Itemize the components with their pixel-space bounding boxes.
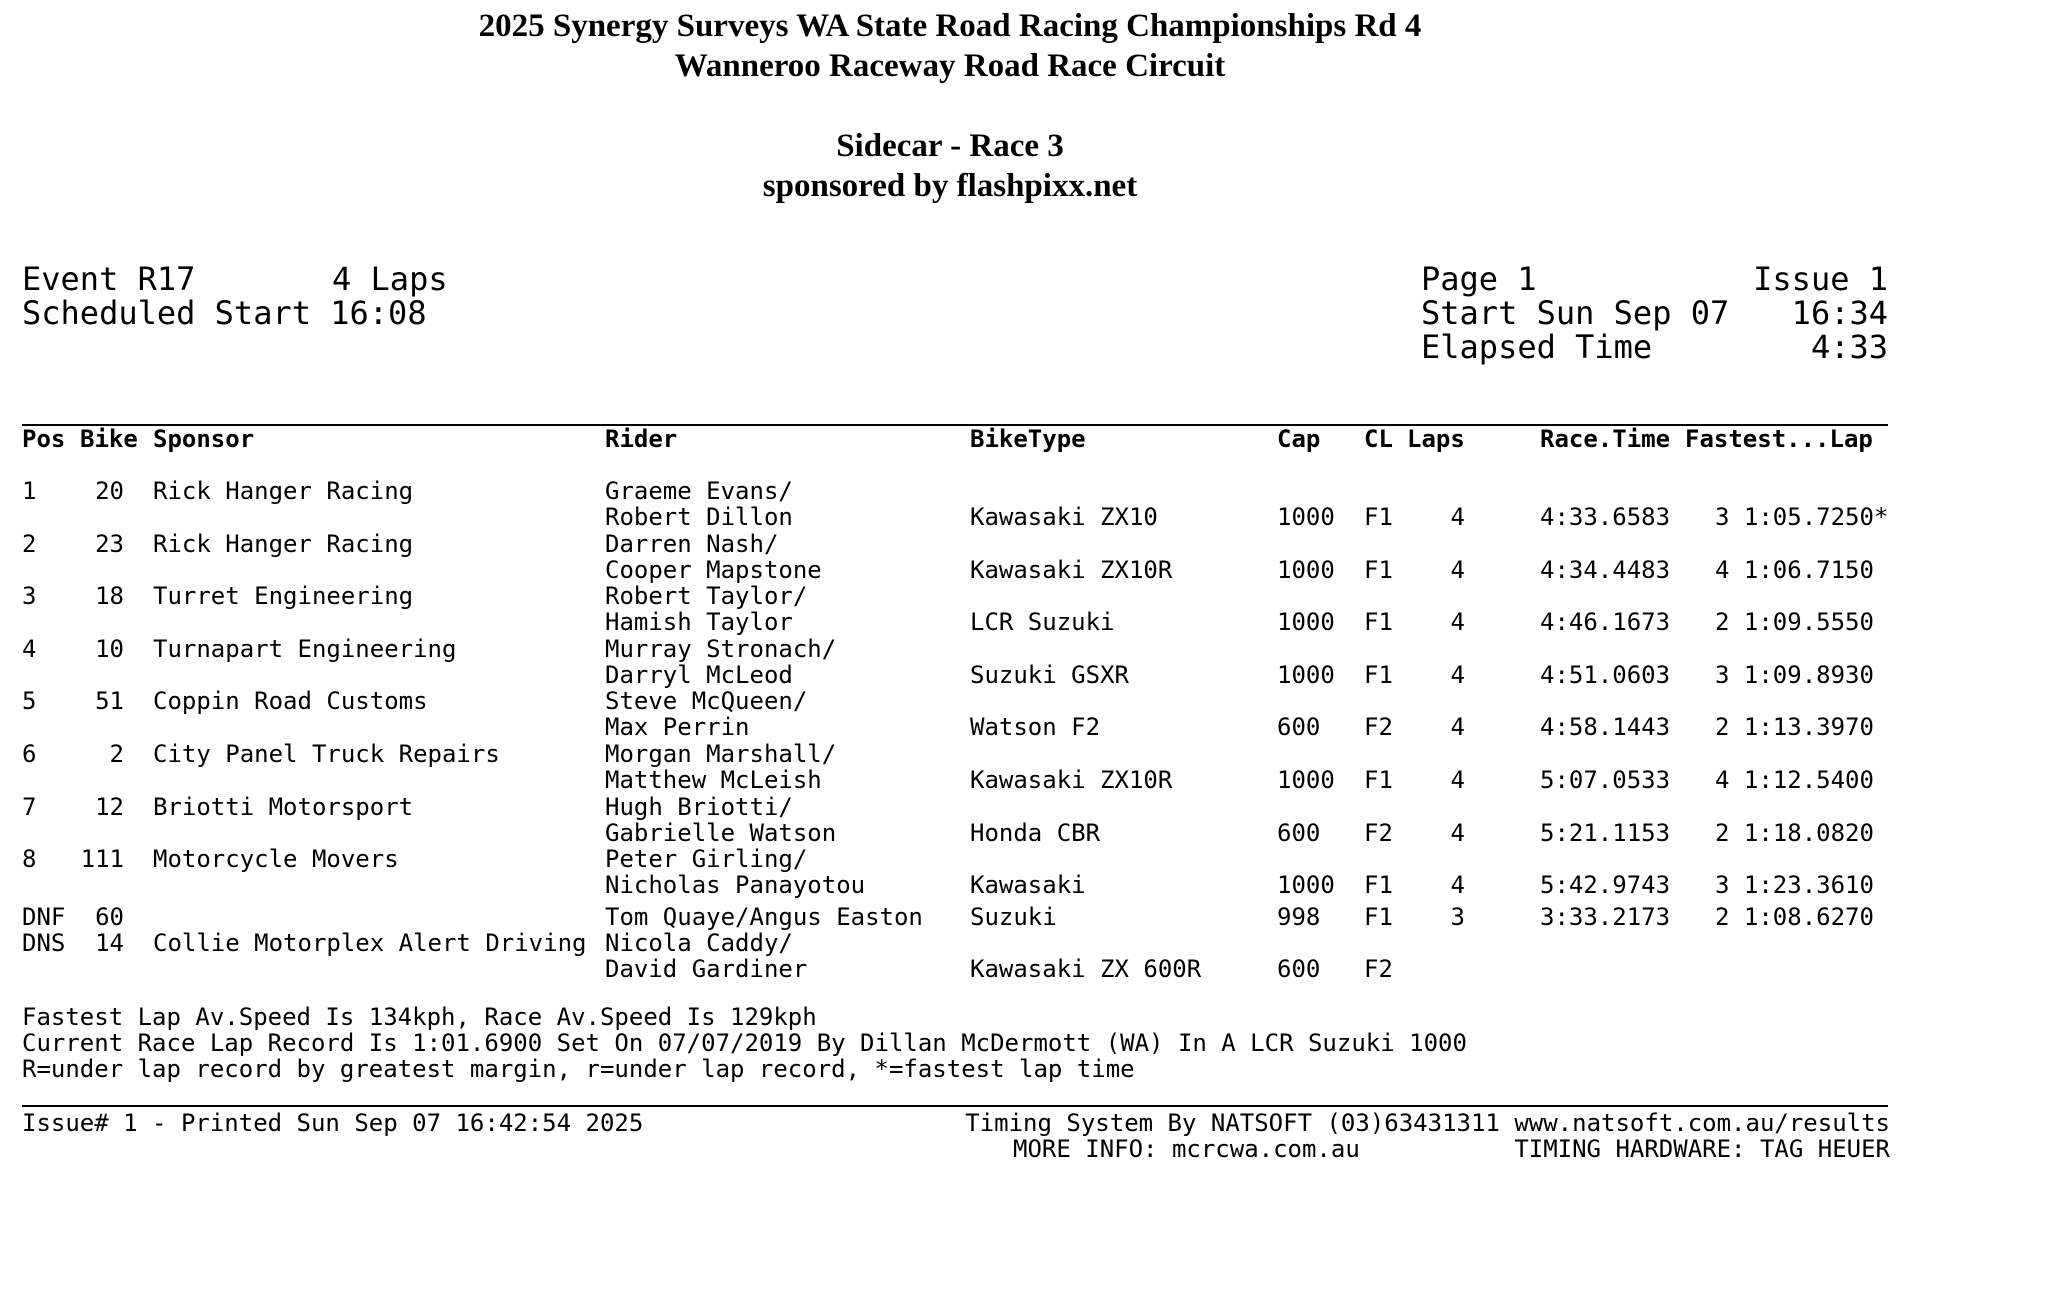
- row-rider-1: Graeme Evans/: [605, 477, 793, 505]
- row-bike: 2: [109, 740, 124, 768]
- table-row: [0, 741, 1900, 793]
- row-sponsor: Coppin Road Customs: [153, 687, 428, 715]
- issue-label: Issue 1: [1753, 260, 1888, 298]
- row-bike: 20: [95, 477, 124, 505]
- row-biketype: Kawasaki ZX10: [970, 503, 1158, 531]
- row-cap: 600: [1277, 955, 1321, 983]
- row-pos: DNS: [22, 929, 66, 957]
- col-fastest: Fastest...Lap: [1685, 425, 1873, 453]
- table-row: [0, 794, 1900, 846]
- col-racetime: Race.Time: [1540, 425, 1671, 453]
- row-racetime: 4:46.1673: [1540, 608, 1671, 636]
- note-speed: Fastest Lap Av.Speed Is 134kph, Race Av.Speed Is 129kph: [22, 1003, 817, 1031]
- col-laps: Laps: [1407, 425, 1465, 453]
- row-fastest: 3 1:05.7250*: [1715, 503, 1889, 531]
- row-biketype: LCR Suzuki: [970, 608, 1115, 636]
- row-laps: 3: [1450, 903, 1465, 931]
- row-cap: 1000: [1277, 503, 1335, 531]
- row-sponsor: Rick Hanger Racing: [153, 477, 414, 505]
- row-laps: 4: [1450, 713, 1465, 741]
- start-label: Start Sun Sep 07: [1421, 294, 1730, 332]
- row-fastest: 2 1:13.3970: [1715, 713, 1874, 741]
- table-row: [0, 583, 1900, 635]
- row-laps: 4: [1450, 503, 1465, 531]
- table-row: [0, 478, 1900, 530]
- row-pos: 2: [22, 530, 37, 558]
- table-row: [0, 636, 1900, 688]
- row-racetime: 4:58.1443: [1540, 713, 1671, 741]
- row-cap: 1000: [1277, 871, 1335, 899]
- row-laps: 4: [1450, 766, 1465, 794]
- page-label: Page 1: [1421, 260, 1537, 298]
- row-rider-1: Hugh Briotti/: [605, 793, 793, 821]
- row-cl: F1: [1364, 766, 1393, 794]
- row-racetime: 5:07.0533: [1540, 766, 1671, 794]
- table-row: [0, 531, 1900, 583]
- row-cl: F2: [1364, 819, 1393, 847]
- row-rider-2: Cooper Mapstone: [605, 556, 822, 584]
- row-rider-1: Darren Nash/: [605, 530, 779, 558]
- race-name: Sidecar - Race 3: [836, 128, 1064, 164]
- row-biketype: Kawasaki: [970, 871, 1086, 899]
- row-bike: 60: [95, 903, 124, 931]
- row-rider-2: Gabrielle Watson: [605, 819, 837, 847]
- row-cl: F1: [1364, 661, 1393, 689]
- footer-rule: [22, 1105, 1888, 1107]
- scheduled-start: Scheduled Start 16:08: [22, 294, 427, 332]
- row-biketype: Suzuki: [970, 903, 1057, 931]
- col-biketype: BikeType: [970, 425, 1086, 453]
- row-rider: Tom Quaye/Angus Easton: [605, 903, 923, 931]
- row-racetime: 5:21.1153: [1540, 819, 1671, 847]
- row-rider-2: David Gardiner: [605, 955, 808, 983]
- row-racetime: 4:34.4483: [1540, 556, 1671, 584]
- col-cl: CL: [1364, 425, 1393, 453]
- row-fastest: 4 1:12.5400: [1715, 766, 1874, 794]
- timing-hardware-line: TIMING HARDWARE: TAG HEUER: [1514, 1135, 1890, 1163]
- start-time: 16:34: [1791, 294, 1888, 332]
- row-cap: 998: [1277, 903, 1321, 931]
- row-pos: 6: [22, 740, 37, 768]
- row-rider-2: Hamish Taylor: [605, 608, 793, 636]
- laps-label: 4 Laps: [332, 260, 448, 298]
- row-bike: 10: [95, 635, 124, 663]
- row-sponsor: City Panel Truck Repairs: [153, 740, 500, 768]
- row-racetime: 3:33.2173: [1540, 903, 1671, 931]
- row-rider-2: Matthew McLeish: [605, 766, 822, 794]
- event-label: Event R17: [22, 260, 196, 298]
- row-biketype: Kawasaki ZX10R: [970, 556, 1173, 584]
- row-rider-2: Darryl McLeod: [605, 661, 793, 689]
- row-pos: 4: [22, 635, 37, 663]
- row-rider-1: Murray Stronach/: [605, 635, 837, 663]
- row-cap: 1000: [1277, 556, 1335, 584]
- row-rider-1: Steve McQueen/: [605, 687, 808, 715]
- row-cap: 1000: [1277, 766, 1335, 794]
- row-cap: 1000: [1277, 608, 1335, 636]
- row-laps: 4: [1450, 556, 1465, 584]
- row-sponsor: Turnapart Engineering: [153, 635, 457, 663]
- row-bike: 18: [95, 582, 124, 610]
- row-fastest: 2 1:09.5550: [1715, 608, 1874, 636]
- row-bike: 23: [95, 530, 124, 558]
- row-sponsor: Rick Hanger Racing: [153, 530, 414, 558]
- row-sponsor: Briotti Motorsport: [153, 793, 414, 821]
- row-pos: 8: [22, 845, 37, 873]
- row-bike: 12: [95, 793, 124, 821]
- row-laps: 4: [1450, 819, 1465, 847]
- row-fastest: 2 1:18.0820: [1715, 819, 1874, 847]
- table-row-dns: [0, 930, 1900, 982]
- row-rider-1: Peter Girling/: [605, 845, 808, 873]
- row-biketype: Kawasaki ZX10R: [970, 766, 1173, 794]
- row-laps: 4: [1450, 661, 1465, 689]
- note-lap-record: Current Race Lap Record Is 1:01.6900 Set On 07/07/2019 By Dillan McDermott (WA) In A LCR Suzuki 1000: [22, 1029, 1467, 1057]
- row-rider-2: Robert Dillon: [605, 503, 793, 531]
- col-sponsor: Sponsor: [153, 425, 255, 453]
- note-legend: R=under lap record by greatest margin, r=under lap record, *=fastest lap time: [22, 1055, 1135, 1083]
- row-bike: 51: [95, 687, 124, 715]
- row-racetime: 4:33.6583: [1540, 503, 1671, 531]
- row-biketype: Watson F2: [970, 713, 1101, 741]
- row-cl: F1: [1364, 871, 1393, 899]
- row-pos: DNF: [22, 903, 66, 931]
- row-fastest: 2 1:08.6270: [1715, 903, 1874, 931]
- row-sponsor: Collie Motorplex Alert Driving: [153, 929, 587, 957]
- elapsed-label: Elapsed Time: [1421, 328, 1653, 366]
- col-rider: Rider: [605, 425, 678, 453]
- row-biketype: Suzuki GSXR: [970, 661, 1129, 689]
- row-laps: 4: [1450, 608, 1465, 636]
- row-fastest: 4 1:06.7150: [1715, 556, 1874, 584]
- col-pos: Pos: [22, 425, 66, 453]
- row-cl: F1: [1364, 608, 1393, 636]
- row-cap: 600: [1277, 819, 1321, 847]
- row-racetime: 5:42.9743: [1540, 871, 1671, 899]
- row-rider-1: Robert Taylor/: [605, 582, 808, 610]
- table-row: [0, 688, 1900, 740]
- row-fastest: 3 1:09.8930: [1715, 661, 1874, 689]
- row-biketype: Kawasaki ZX 600R: [970, 955, 1202, 983]
- title-line-1: 2025 Synergy Surveys WA State Road Racing Championships Rd 4: [478, 8, 1422, 44]
- col-cap: Cap: [1277, 425, 1321, 453]
- row-sponsor: Turret Engineering: [153, 582, 414, 610]
- row-rider-2: Max Perrin: [605, 713, 750, 741]
- row-rider-1: Morgan Marshall/: [605, 740, 837, 768]
- row-cap: 1000: [1277, 661, 1335, 689]
- title-line-2: Wanneroo Raceway Road Race Circuit: [674, 48, 1226, 84]
- row-pos: 5: [22, 687, 37, 715]
- row-pos: 3: [22, 582, 37, 610]
- row-cl: F1: [1364, 903, 1393, 931]
- more-info-line: MORE INFO: mcrcwa.com.au: [1013, 1135, 1360, 1163]
- printed-line: Issue# 1 - Printed Sun Sep 07 16:42:54 2025: [22, 1109, 644, 1137]
- elapsed-value: 4:33: [1810, 328, 1888, 366]
- row-bike: 14: [95, 929, 124, 957]
- row-rider-1: Nicola Caddy/: [605, 929, 793, 957]
- timing-system-line: Timing System By NATSOFT (03)63431311 www.natsoft.com.au/results: [965, 1109, 1890, 1137]
- row-laps: 4: [1450, 871, 1465, 899]
- row-rider-2: Nicholas Panayotou: [605, 871, 866, 899]
- row-biketype: Honda CBR: [970, 819, 1101, 847]
- row-pos: 1: [22, 477, 37, 505]
- row-sponsor: Motorcycle Movers: [153, 845, 399, 873]
- col-bike: Bike: [80, 425, 138, 453]
- row-racetime: 4:51.0603: [1540, 661, 1671, 689]
- table-row: [0, 846, 1900, 898]
- row-fastest: 3 1:23.3610: [1715, 871, 1874, 899]
- row-bike: 111: [80, 845, 124, 873]
- row-cl: F2: [1364, 955, 1393, 983]
- sponsor-line: sponsored by flashpixx.net: [762, 168, 1138, 204]
- row-cl: F2: [1364, 713, 1393, 741]
- row-cl: F1: [1364, 556, 1393, 584]
- row-pos: 7: [22, 793, 37, 821]
- row-cl: F1: [1364, 503, 1393, 531]
- row-cap: 600: [1277, 713, 1321, 741]
